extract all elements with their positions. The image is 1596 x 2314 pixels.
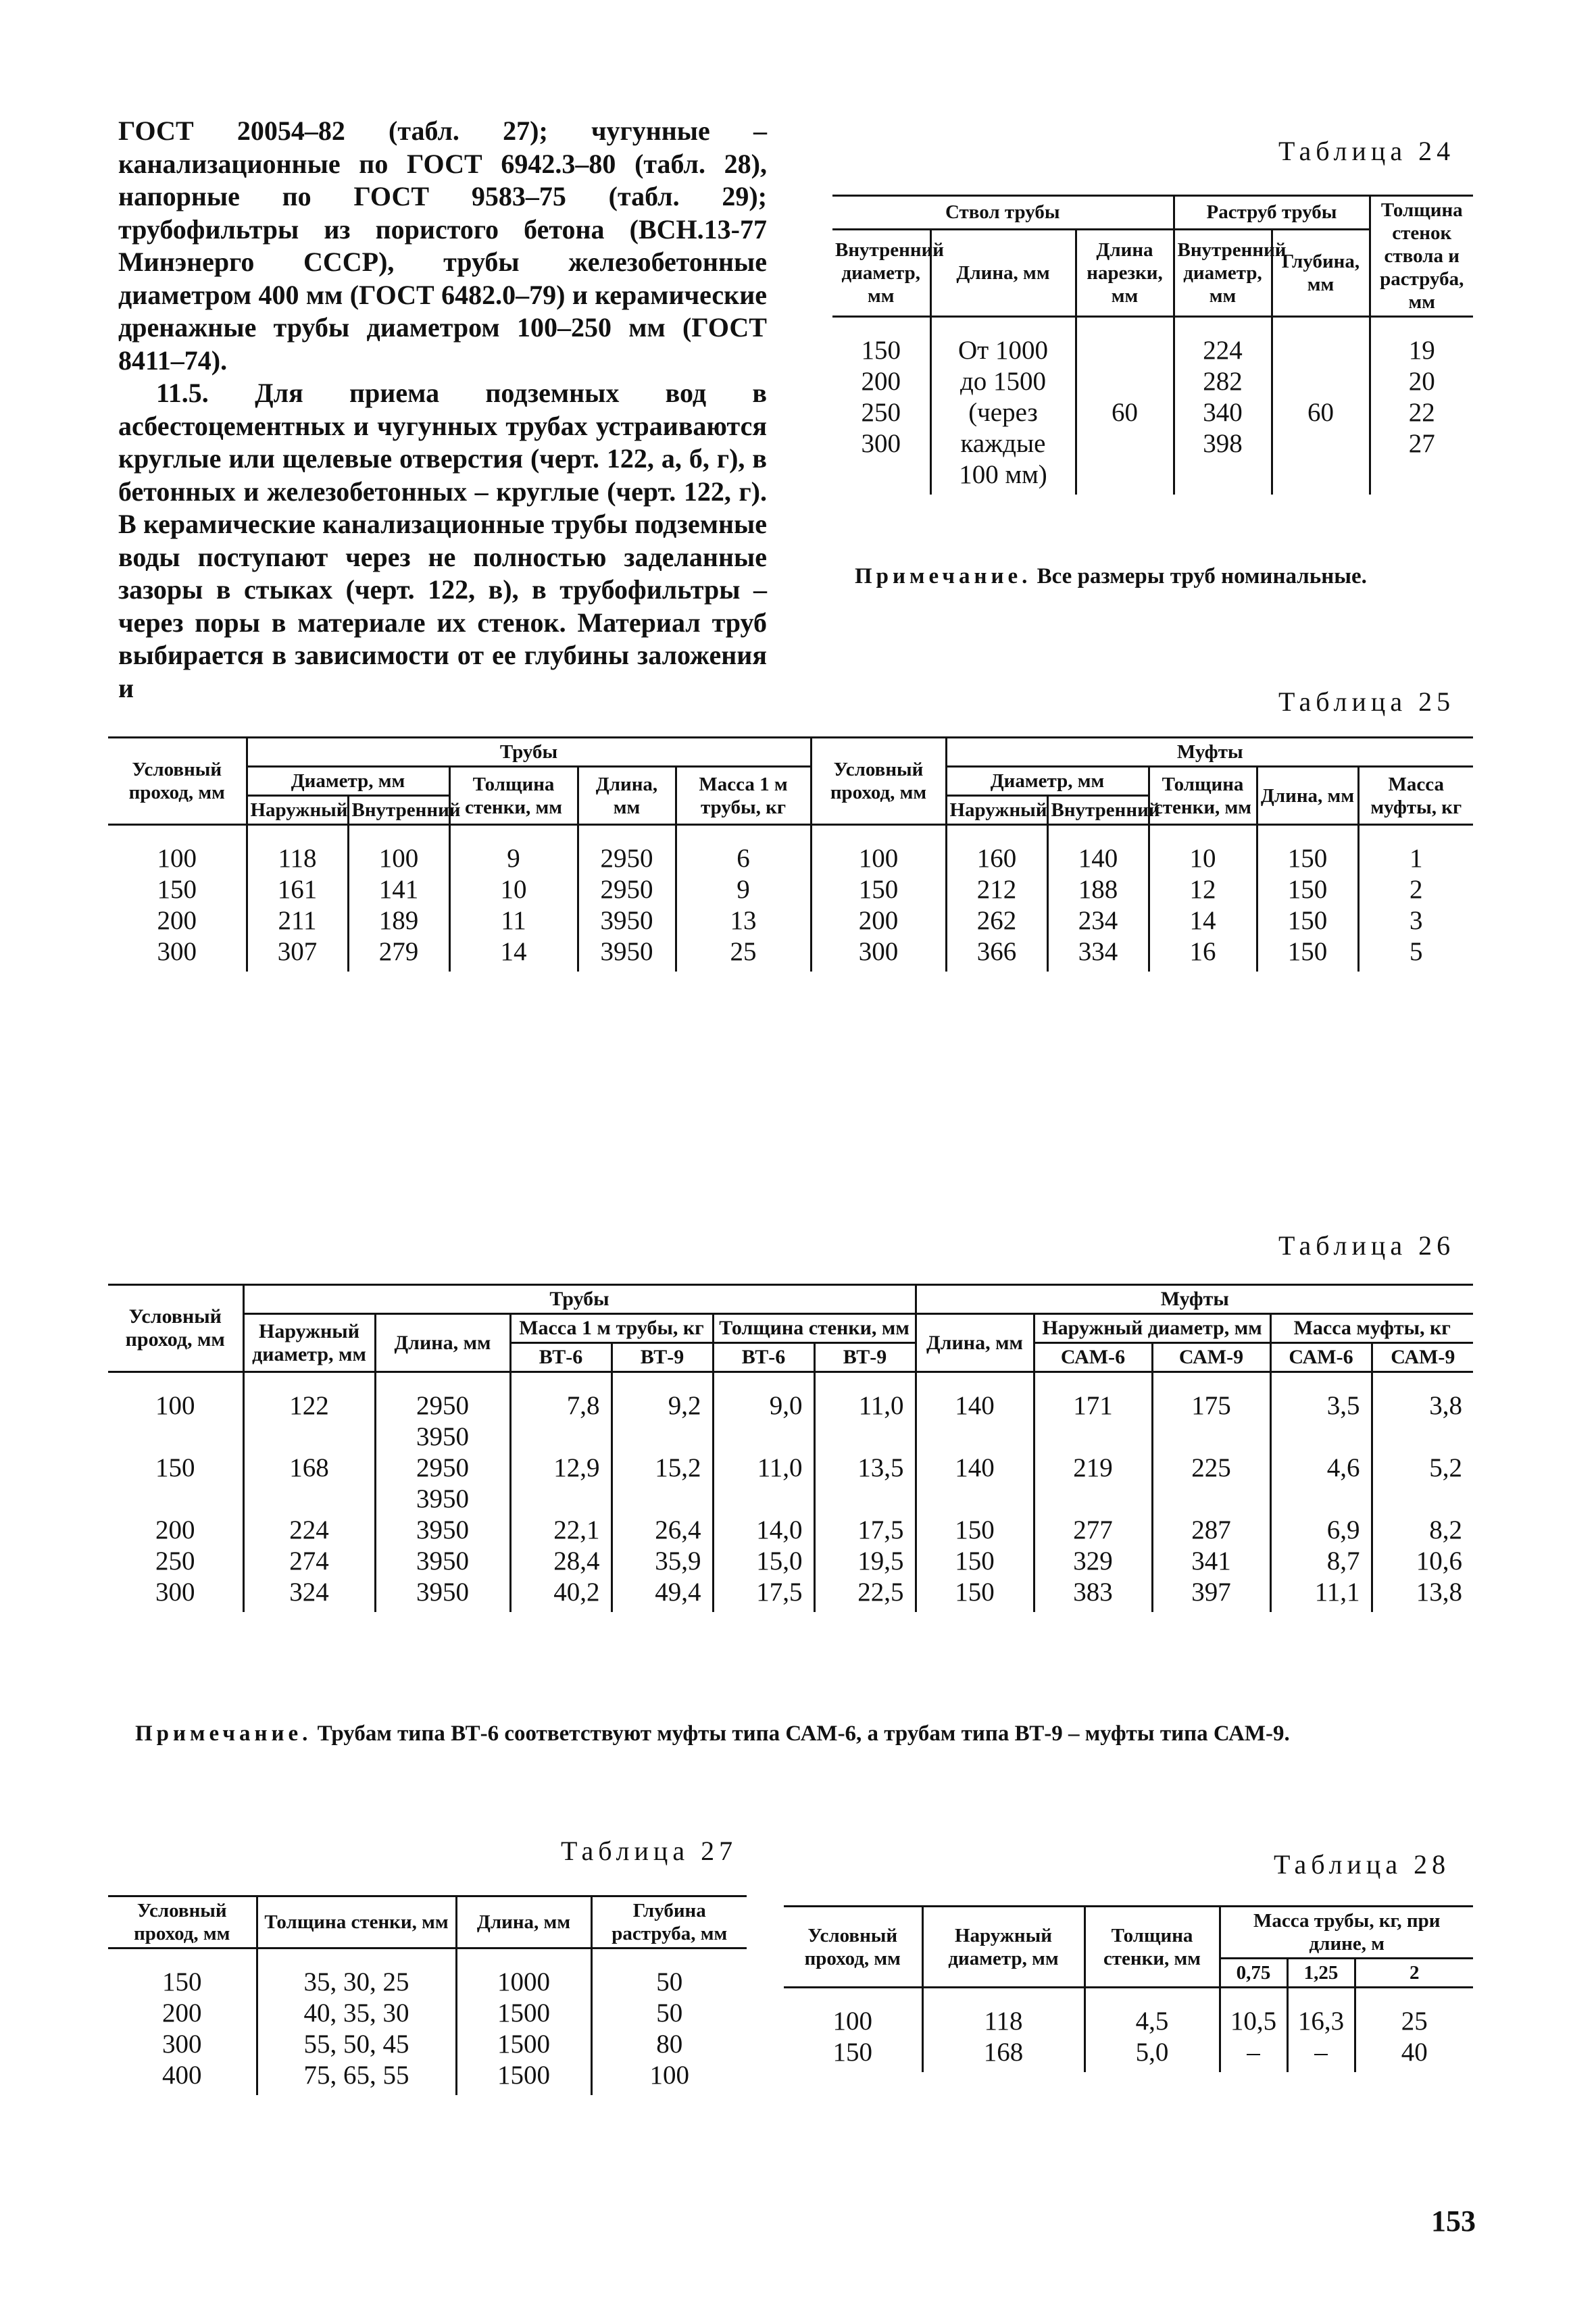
- table24-header-socket: Раструб трубы: [1174, 196, 1370, 230]
- table24-col-depth: 60: [1272, 317, 1370, 495]
- table26-header-coupling-length: Длина, мм: [916, 1314, 1034, 1372]
- table26-col-coupling-length: 140 140 150 150 150: [916, 1372, 1034, 1613]
- table24-header-wall: Толщина стенок ствола и раструба, мм: [1370, 196, 1473, 317]
- table27-header-cond: Условный проход, мм: [108, 1896, 257, 1948]
- table26-col-coupling-outer-cam9: 175 225 287 341 397: [1152, 1372, 1270, 1613]
- table26-col-coupling-outer-cam6: 171 219 277 329 383: [1034, 1372, 1152, 1613]
- table28-sub-125: 1,25: [1287, 1959, 1355, 1988]
- table26-sub-mass-cam9: САМ-9: [1372, 1343, 1473, 1372]
- table25-caption: Таблица 25: [1278, 686, 1455, 717]
- table25-header-coupling-wall: Толщина стенки, мм: [1149, 767, 1257, 825]
- table26-header-mass-pipe: Масса 1 м трубы, кг: [510, 1314, 713, 1343]
- table27-col-wall: 35, 30, 25 40, 35, 30 55, 50, 45 75, 65, 55: [257, 1948, 456, 2096]
- table26-sub-wall-vt6: ВТ-6: [713, 1343, 814, 1372]
- table28-sub-075: 0,75: [1220, 1959, 1287, 1988]
- table24-header-inner: Внутренний диаметр, мм: [832, 229, 930, 316]
- table26-sub-mass-vt6: ВТ-6: [510, 1343, 612, 1372]
- table28-col-mass-125: 16,3 –: [1287, 1988, 1355, 2073]
- table25-col-pipe-length: 2950 2950 3950 3950: [578, 825, 676, 972]
- table24-col-wall: 19 20 22 27: [1370, 317, 1473, 495]
- table26-header-coupling-outer: Наружный диаметр, мм: [1034, 1314, 1270, 1343]
- table26-col-wall-vt6: 9,0 11,0 14,0 15,0 17,5: [713, 1372, 814, 1613]
- table24-header-length: Длина, мм: [930, 229, 1076, 316]
- table26-col-cond: 100 150 200 250 300: [155, 1391, 195, 1607]
- table26-note: [135, 1721, 1290, 1746]
- table24-caption: Таблица 24: [1278, 136, 1455, 166]
- table26-header-cond: Условный проход, мм: [108, 1285, 243, 1372]
- table26-col-mass-vt9: 9,2 15,2 26,4 35,9 49,4: [612, 1372, 713, 1613]
- paragraph-gost-list: ГОСТ 20054–82 (табл. 27); чугунные – канализационные по ГОСТ 6942.3–80 (табл. 28), напорные по ГОСТ 9583–75 (табл. 29); трубофильтры из пористого бетона (ВСН.13-77 Минэнерго СССР), трубы железобетонные диаметром 400 мм (ГОСТ 6482.0–79) и керамические дренажные трубы диаметром 100–250 мм (ГОСТ 8411–74).: [118, 116, 767, 376]
- table25-col-pipe-outer: 118 161 211 307: [247, 825, 348, 972]
- table28: [784, 1905, 1473, 2072]
- table25-col-coupling-length: 150 150 150 150: [1257, 825, 1358, 972]
- table24-col-thread: 60: [1076, 317, 1174, 495]
- table25-header-couplings: Муфты: [946, 738, 1473, 767]
- table26-note-text: Трубам типа ВТ-6 соответствуют муфты типа САМ-6, а трубам типа ВТ-9 – муфты типа САМ-9.: [311, 1721, 1290, 1746]
- table25-header-pipe-diam: Диаметр, мм: [247, 767, 449, 796]
- table27-header-wall: Толщина стенки, мм: [257, 1896, 456, 1948]
- table26-sub-outer-cam9: САМ-9: [1152, 1343, 1270, 1372]
- table24-header-depth: Глубина, мм: [1272, 229, 1370, 316]
- table25-col-coupling-inner: 140 188 234 334: [1047, 825, 1149, 972]
- table28-col-mass-2: 25 40: [1355, 1988, 1473, 2073]
- table24-note-label: Примечание.: [855, 564, 1032, 588]
- table25-col-cond: 100 150 200 300: [157, 844, 197, 966]
- table25: [108, 736, 1473, 972]
- table26-sub-mass-cam6: САМ-6: [1270, 1343, 1372, 1372]
- table26-col-coupling-mass-cam6: 3,5 4,6 6,9 8,7 11,1: [1270, 1372, 1372, 1613]
- table25-col-pipe-mass: 6 9 13 25: [676, 825, 811, 972]
- table26-col-outer: 122 168 224 274 324: [243, 1372, 375, 1613]
- table27-caption: Таблица 27: [561, 1836, 738, 1866]
- table26-header-outer-diam: Наружный диаметр, мм: [243, 1314, 375, 1372]
- body-text: [118, 115, 767, 705]
- table25-col-pipe-wall: 9 10 11 14: [449, 825, 578, 972]
- table26-header-wall: Толщина стенки, мм: [713, 1314, 916, 1343]
- table25-header-pipe-length: Длина, мм: [578, 767, 676, 825]
- table26-header-pipes: Трубы: [243, 1285, 916, 1314]
- table27-header-length: Длина, мм: [456, 1896, 591, 1948]
- table25-header-coupling-length: Длина, мм: [1257, 767, 1358, 825]
- page-number: 153: [1431, 2205, 1476, 2238]
- table26-col-coupling-mass-cam9: 3,8 5,2 8,2 10,6 13,8: [1372, 1372, 1473, 1613]
- table24: [832, 195, 1473, 495]
- table27-col-cond: 150 200 300 400: [162, 1967, 202, 2090]
- table28-header-outer: Наружный диаметр, мм: [922, 1907, 1084, 1988]
- table24-col-inner: 150 200 250 300: [861, 336, 901, 458]
- table24-note-text: Все размеры труб номинальные.: [1031, 564, 1367, 588]
- table25-header-pipe-mass: Масса 1 м трубы, кг: [676, 767, 811, 825]
- table27-header-depth: Глубина раструба, мм: [591, 1896, 747, 1948]
- table24-col-length: От 1000 до 1500 (через каждые 100 мм): [930, 317, 1076, 495]
- table26-caption: Таблица 26: [1278, 1230, 1455, 1261]
- table24-header-thread: Длина нарезки, мм: [1076, 229, 1174, 316]
- table28-caption: Таблица 28: [1274, 1849, 1451, 1880]
- table25-header-cond-2: Условный проход, мм: [811, 738, 946, 825]
- table28-header-cond: Условный проход, мм: [784, 1907, 922, 1988]
- table25-col-coupling-outer: 160 212 262 366: [946, 825, 1047, 972]
- table25-header-coupling-inner: Внутренний: [1047, 796, 1149, 825]
- table26-header-couplings: Муфты: [916, 1285, 1473, 1314]
- table26: [108, 1284, 1473, 1612]
- table28-sub-2: 2: [1355, 1959, 1473, 1988]
- table27-col-length: 1000 1500 1500 1500: [456, 1948, 591, 2096]
- table24-header-barrel: Ствол трубы: [832, 196, 1174, 230]
- table28-col-outer: 118 168: [922, 1988, 1084, 2073]
- table25-col-coupling-mass: 1 2 3 5: [1358, 825, 1473, 972]
- table25-header-pipe-inner: Внутренний: [348, 796, 449, 825]
- table26-sub-outer-cam6: САМ-6: [1034, 1343, 1152, 1372]
- table25-col-coupling-wall: 10 12 14 16: [1149, 825, 1257, 972]
- table25-header-pipe-outer: Наружный: [247, 796, 348, 825]
- table26-header-coupling-mass: Масса муфты, кг: [1270, 1314, 1473, 1343]
- table28-header-wall: Толщина стенки, мм: [1084, 1907, 1220, 1988]
- table24-note: [855, 564, 1367, 589]
- table26-col-mass-vt6: 7,8 12,9 22,1 28,4 40,2: [510, 1372, 612, 1613]
- table28-col-mass-075: 10,5 –: [1220, 1988, 1287, 2073]
- table27: [108, 1895, 747, 2095]
- table28-header-mass: Масса трубы, кг, при длине, м: [1220, 1907, 1473, 1959]
- table27-col-depth: 50 50 80 100: [591, 1948, 747, 2096]
- table25-header-coupling-mass: Масса муфты, кг: [1358, 767, 1473, 825]
- table25-col-cond-2: 100 150 200 300: [811, 825, 946, 972]
- table28-col-wall: 4,5 5,0: [1084, 1988, 1220, 2073]
- table25-header-pipes: Трубы: [247, 738, 811, 767]
- table24-col-sock-inner: 224 282 340 398: [1174, 317, 1272, 495]
- table26-header-length: Длина, мм: [375, 1314, 510, 1372]
- table26-sub-wall-vt9: ВТ-9: [814, 1343, 916, 1372]
- table26-col-wall-vt9: 11,0 13,5 17,5 19,5 22,5: [814, 1372, 916, 1613]
- table25-header-coupling-diam: Диаметр, мм: [946, 767, 1149, 796]
- table25-header-pipe-wall: Толщина стенки, мм: [449, 767, 578, 825]
- table25-header-coupling-outer: Наружный: [946, 796, 1047, 825]
- table24-header-sock-inner: Внутренний диаметр, мм: [1174, 229, 1272, 316]
- table25-col-pipe-inner: 100 141 189 279: [348, 825, 449, 972]
- table25-header-cond: Условный проход, мм: [108, 738, 247, 825]
- table26-sub-mass-vt9: ВТ-9: [612, 1343, 713, 1372]
- table26-note-label: Примечание.: [135, 1721, 312, 1746]
- table28-col-cond: 100 150: [832, 2007, 872, 2067]
- paragraph-11-5: 11.5. Для приема подземных вод в асбестоцементных и чугунных трубах устраиваются круглые или щелевые отверстия (черт. 122, а, б, г), в бетонных и железобетонных – круглые (черт. 122, г). В керамические канализационные трубы подземные воды поступают через не полностью заделанные зазоры в стыках (черт. 122, в), в трубофильтры – через поры в материале их стенок. Материал труб выбирается в зависимости от ее глубины заложения и: [118, 378, 767, 703]
- table26-col-length: 2950 3950 2950 3950 3950 3950 3950: [375, 1372, 510, 1613]
